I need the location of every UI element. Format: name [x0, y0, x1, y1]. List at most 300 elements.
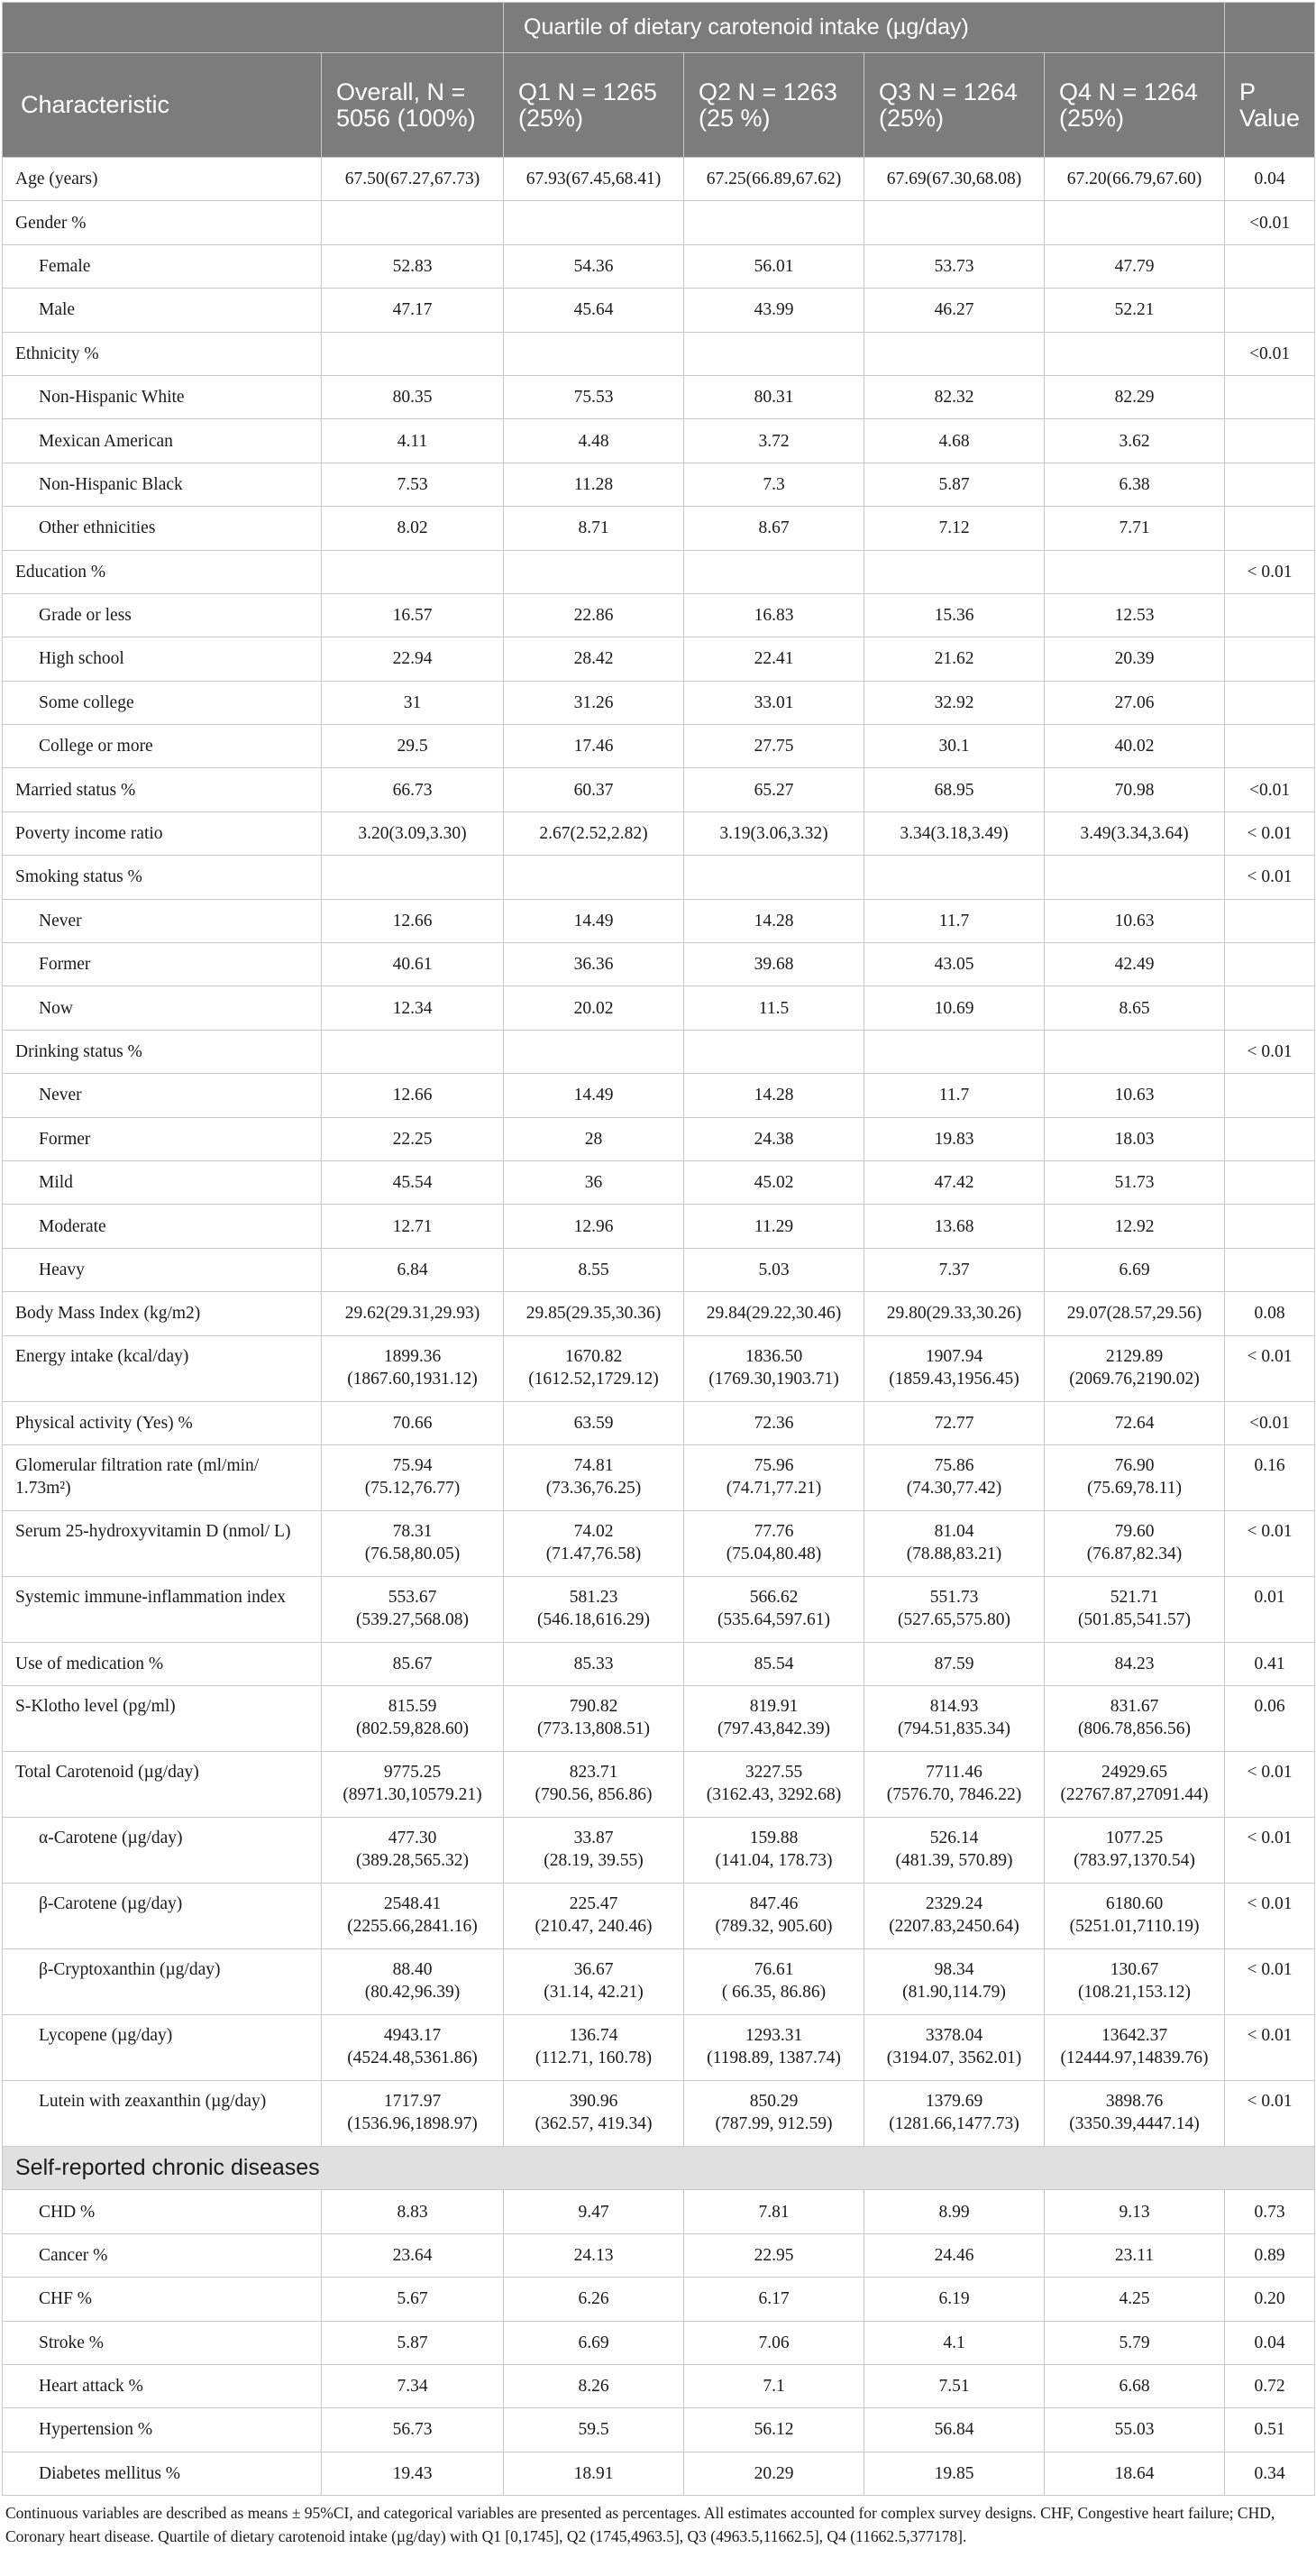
cell-q3: 4.68 — [864, 419, 1045, 463]
row-label: Gender % — [3, 201, 322, 244]
cell-q2: 75.96 (74.71,77.21) — [684, 1444, 864, 1510]
cell-p-value: < 0.01 — [1225, 1030, 1315, 1073]
cell-q4: 6.68 — [1045, 2364, 1225, 2407]
cell-overall: 75.94 (75.12,76.77) — [322, 1444, 504, 1510]
cell-p-value: < 0.01 — [1225, 811, 1315, 855]
cell-p-value: 0.04 — [1225, 158, 1315, 201]
cell-q1: 29.85(29.35,30.36) — [504, 1292, 684, 1335]
cell-q1: 225.47 (210.47, 240.46) — [504, 1884, 684, 1949]
cell-p-value: < 0.01 — [1225, 1752, 1315, 1818]
cell-q1: 85.33 — [504, 1642, 684, 1685]
table-row — [3, 856, 1315, 899]
row-label: Non-Hispanic White — [3, 375, 322, 418]
cell-q2: 76.61 ( 66.35, 86.86) — [684, 1949, 864, 2015]
table-row — [3, 1642, 1315, 1685]
table-row — [3, 463, 1315, 506]
row-label: Heart attack % — [3, 2364, 322, 2407]
row-label: CHD % — [3, 2190, 322, 2233]
cell-p-value: < 0.01 — [1225, 1884, 1315, 1949]
cell-q2: 847.46 (789.32, 905.60) — [684, 1884, 864, 1949]
row-label: Smoking status % — [3, 856, 322, 899]
cell-overall: 88.40 (80.42,96.39) — [322, 1949, 504, 2015]
table-row — [3, 1752, 1315, 1818]
cell-q1: 9.47 — [504, 2190, 684, 2233]
cell-q4: 82.29 — [1045, 375, 1225, 418]
cell-p-value: 0.04 — [1225, 2321, 1315, 2364]
cell-q2: 20.29 — [684, 2452, 864, 2495]
table-row — [3, 593, 1315, 637]
cell-q3: 56.84 — [864, 2408, 1045, 2452]
cell-p-value — [1225, 637, 1315, 681]
cell-q1: 67.93(67.45,68.41) — [504, 158, 684, 201]
cell-q3: 7.51 — [864, 2364, 1045, 2407]
cell-overall: 5.67 — [322, 2278, 504, 2321]
cell-q4: 12.92 — [1045, 1205, 1225, 1248]
table-row — [3, 550, 1315, 593]
cell-q1: 6.26 — [504, 2278, 684, 2321]
row-label: Age (years) — [3, 158, 322, 201]
cell-q2: 7.1 — [684, 2364, 864, 2407]
cell-q1: 17.46 — [504, 725, 684, 768]
cell-p-value — [1225, 1074, 1315, 1117]
cell-q1: 74.81 (73.36,76.25) — [504, 1444, 684, 1510]
cell-q1: 18.91 — [504, 2452, 684, 2495]
cell-q1: 28.42 — [504, 637, 684, 681]
table-row — [3, 2452, 1315, 2495]
cell-p-value: < 0.01 — [1225, 2081, 1315, 2147]
cell-p-value: <0.01 — [1225, 1401, 1315, 1444]
cell-p-value: 0.73 — [1225, 2190, 1315, 2233]
table-row — [3, 1949, 1315, 2015]
row-label: Stroke % — [3, 2321, 322, 2364]
cell-overall: 815.59 (802.59,828.60) — [322, 1686, 504, 1752]
cell-overall: 85.67 — [322, 1642, 504, 1685]
row-label: Former — [3, 1117, 322, 1160]
cell-q2: 14.28 — [684, 1074, 864, 1117]
cell-q4: 76.90 (75.69,78.11) — [1045, 1444, 1225, 1510]
cell-q3: 24.46 — [864, 2233, 1045, 2277]
cell-q4 — [1045, 856, 1225, 899]
cell-q2: 67.25(66.89,67.62) — [684, 158, 864, 201]
row-label: Lycopene (µg/day) — [3, 2015, 322, 2081]
cell-q1: 31.26 — [504, 681, 684, 724]
cell-q1: 14.49 — [504, 899, 684, 942]
cell-p-value: < 0.01 — [1225, 1335, 1315, 1401]
quartile-group-title: Quartile of dietary carotenoid intake (µg/day) — [504, 3, 1225, 53]
cell-q4: 20.39 — [1045, 637, 1225, 681]
cell-q3: 526.14 (481.39, 570.89) — [864, 1818, 1045, 1884]
row-label: Female — [3, 244, 322, 288]
cell-p-value — [1225, 681, 1315, 724]
cell-q2: 7.81 — [684, 2190, 864, 2233]
cell-q4: 4.25 — [1045, 2278, 1225, 2321]
cell-q4 — [1045, 550, 1225, 593]
cell-p-value: <0.01 — [1225, 332, 1315, 375]
cell-p-value — [1225, 593, 1315, 637]
cell-overall: 70.66 — [322, 1401, 504, 1444]
table-row — [3, 2081, 1315, 2147]
cell-p-value: 0.89 — [1225, 2233, 1315, 2277]
cell-overall: 8.02 — [322, 507, 504, 550]
table-row — [3, 1335, 1315, 1401]
cell-q1: 6.69 — [504, 2321, 684, 2364]
cell-q3: 15.36 — [864, 593, 1045, 637]
cell-q4: 6.69 — [1045, 1248, 1225, 1291]
cell-q1: 8.71 — [504, 507, 684, 550]
cell-q3: 43.05 — [864, 943, 1045, 986]
cell-q4: 1077.25 (783.97,1370.54) — [1045, 1818, 1225, 1884]
cell-p-value: < 0.01 — [1225, 550, 1315, 593]
column-header-overall: Overall, N = 5056 (100%) — [322, 53, 504, 158]
cell-q3: 814.93 (794.51,835.34) — [864, 1686, 1045, 1752]
row-label: Systemic immune-inflammation index — [3, 1576, 322, 1642]
cell-overall: 7.34 — [322, 2364, 504, 2407]
cell-overall: 67.50(67.27,67.73) — [322, 158, 504, 201]
cell-overall: 1899.36 (1867.60,1931.12) — [322, 1335, 504, 1401]
table-row — [3, 2408, 1315, 2452]
cell-overall: 12.66 — [322, 1074, 504, 1117]
cell-q2: 29.84(29.22,30.46) — [684, 1292, 864, 1335]
cell-q4: 3.49(3.34,3.64) — [1045, 811, 1225, 855]
cell-q4: 29.07(28.57,29.56) — [1045, 1292, 1225, 1335]
cell-q2 — [684, 856, 864, 899]
cell-overall: 5.87 — [322, 2321, 504, 2364]
cell-q4: 8.65 — [1045, 986, 1225, 1030]
cell-q3: 19.85 — [864, 2452, 1045, 2495]
cell-q3: 21.62 — [864, 637, 1045, 681]
column-header-p-value: P Value — [1225, 53, 1315, 158]
cell-overall — [322, 332, 504, 375]
row-label: Mexican American — [3, 419, 322, 463]
cell-overall: 66.73 — [322, 768, 504, 811]
table-row — [3, 943, 1315, 986]
cell-p-value — [1225, 1248, 1315, 1291]
cell-overall: 31 — [322, 681, 504, 724]
cell-q3 — [864, 201, 1045, 244]
row-label: Mild — [3, 1160, 322, 1204]
cell-overall — [322, 1030, 504, 1073]
cell-overall: 7.53 — [322, 463, 504, 506]
cell-p-value: < 0.01 — [1225, 1949, 1315, 2015]
cell-q1: 11.28 — [504, 463, 684, 506]
row-label: Body Mass Index (kg/m2) — [3, 1292, 322, 1335]
row-label: CHF % — [3, 2278, 322, 2321]
cell-q1: 74.02 (71.47,76.58) — [504, 1510, 684, 1576]
cell-q3 — [864, 1030, 1045, 1073]
cell-q4: 9.13 — [1045, 2190, 1225, 2233]
row-label: β-Cryptoxanthin (µg/day) — [3, 1949, 322, 2015]
table-row — [3, 2233, 1315, 2277]
row-label: Energy intake (kcal/day) — [3, 1335, 322, 1401]
cell-q2: 819.91 (797.43,842.39) — [684, 1686, 864, 1752]
cell-q1: 28 — [504, 1117, 684, 1160]
cell-q2: 566.62 (535.64,597.61) — [684, 1576, 864, 1642]
table-row — [3, 2278, 1315, 2321]
cell-q4: 67.20(66.79,67.60) — [1045, 158, 1225, 201]
cell-q1: 1670.82 (1612.52,1729.12) — [504, 1335, 684, 1401]
cell-p-value — [1225, 419, 1315, 463]
table-footnote: Continuous variables are described as means ± 95%CI, and categorical variables are presented as percentages. All estimates accounted for complex survey designs. CHF, Congestive heart failure; CHD, Coronary heart disease. Quartile of dietary carotenoid intake (µg/day) with Q1 [0,1745], Q2 (1745,4963.5], Q3 (4963.5,11662.5], Q4 (11662.5,377178]. — [5, 2504, 1275, 2545]
cell-q3: 82.32 — [864, 375, 1045, 418]
cell-p-value: 0.16 — [1225, 1444, 1315, 1510]
cell-overall: 12.66 — [322, 899, 504, 942]
cell-p-value — [1225, 986, 1315, 1030]
cell-p-value — [1225, 463, 1315, 506]
cell-q3: 3378.04 (3194.07, 3562.01) — [864, 2015, 1045, 2081]
row-label: Married status % — [3, 768, 322, 811]
cell-q3 — [864, 332, 1045, 375]
cell-overall: 29.62(29.31,29.93) — [322, 1292, 504, 1335]
cell-p-value: 0.06 — [1225, 1686, 1315, 1752]
table-header — [3, 3, 1315, 158]
cell-overall: 45.54 — [322, 1160, 504, 1204]
row-label: Former — [3, 943, 322, 986]
cell-p-value: <0.01 — [1225, 768, 1315, 811]
cell-q4: 13642.37 (12444.97,14839.76) — [1045, 2015, 1225, 2081]
cell-q2 — [684, 201, 864, 244]
header-blank-left — [3, 3, 504, 53]
table-row — [3, 158, 1315, 201]
cell-q4: 6.38 — [1045, 463, 1225, 506]
cell-overall — [322, 201, 504, 244]
cell-q2: 45.02 — [684, 1160, 864, 1204]
table-row — [3, 2364, 1315, 2407]
cell-q3: 87.59 — [864, 1642, 1045, 1685]
cell-q2: 80.31 — [684, 375, 864, 418]
cell-q2: 77.76 (75.04,80.48) — [684, 1510, 864, 1576]
cell-q3: 7.37 — [864, 1248, 1045, 1291]
cell-overall: 22.25 — [322, 1117, 504, 1160]
cell-q2: 3.19(3.06,3.32) — [684, 811, 864, 855]
row-label: Some college — [3, 681, 322, 724]
cell-q4: 40.02 — [1045, 725, 1225, 768]
cell-q3: 98.34 (81.90,114.79) — [864, 1949, 1045, 2015]
cell-q1: 390.96 (362.57, 419.34) — [504, 2081, 684, 2147]
cell-q2: 7.06 — [684, 2321, 864, 2364]
column-header-q2: Q2 N = 1263 (25 %) — [684, 53, 864, 158]
cell-p-value — [1225, 899, 1315, 942]
cell-q1: 8.55 — [504, 1248, 684, 1291]
cell-overall: 80.35 — [322, 375, 504, 418]
cell-q1: 581.23 (546.18,616.29) — [504, 1576, 684, 1642]
row-label: Other ethnicities — [3, 507, 322, 550]
cell-q4: 521.71 (501.85,541.57) — [1045, 1576, 1225, 1642]
cell-q3: 11.7 — [864, 1074, 1045, 1117]
row-label: Non-Hispanic Black — [3, 463, 322, 506]
cell-overall: 4943.17 (4524.48,5361.86) — [322, 2015, 504, 2081]
row-label: Cancer % — [3, 2233, 322, 2277]
table-row — [3, 1401, 1315, 1444]
cell-q3: 30.1 — [864, 725, 1045, 768]
cell-q4: 84.23 — [1045, 1642, 1225, 1685]
row-label: Moderate — [3, 1205, 322, 1248]
cell-p-value: < 0.01 — [1225, 2015, 1315, 2081]
cell-q2: 56.12 — [684, 2408, 864, 2452]
table-row — [3, 681, 1315, 724]
cell-p-value — [1225, 289, 1315, 332]
column-header-q4: Q4 N = 1264 (25%) — [1045, 53, 1225, 158]
cell-overall: 22.94 — [322, 637, 504, 681]
cell-q1: 8.26 — [504, 2364, 684, 2407]
cell-q2: 11.5 — [684, 986, 864, 1030]
cell-overall: 16.57 — [322, 593, 504, 637]
cell-q2: 22.95 — [684, 2233, 864, 2277]
cell-overall: 8.83 — [322, 2190, 504, 2233]
cell-q4: 23.11 — [1045, 2233, 1225, 2277]
row-label: Male — [3, 289, 322, 332]
table-row — [3, 1030, 1315, 1073]
cell-p-value: 0.08 — [1225, 1292, 1315, 1335]
table-row — [3, 1292, 1315, 1335]
cell-q3: 75.86 (74.30,77.42) — [864, 1444, 1045, 1510]
table-row — [3, 2015, 1315, 2081]
row-label: College or more — [3, 725, 322, 768]
cell-overall: 52.83 — [322, 244, 504, 288]
cell-overall: 23.64 — [322, 2233, 504, 2277]
row-label: Never — [3, 899, 322, 942]
header-group-row — [3, 3, 1315, 53]
cell-overall: 553.67 (539.27,568.08) — [322, 1576, 504, 1642]
table-row — [3, 1884, 1315, 1949]
cell-q3: 8.99 — [864, 2190, 1045, 2233]
cell-q2: 7.3 — [684, 463, 864, 506]
cell-q1: 75.53 — [504, 375, 684, 418]
cell-q4: 2129.89 (2069.76,2190.02) — [1045, 1335, 1225, 1401]
cell-overall: 56.73 — [322, 2408, 504, 2452]
table-row — [3, 1074, 1315, 1117]
cell-q3: 81.04 (78.88,83.21) — [864, 1510, 1045, 1576]
cell-q3: 32.92 — [864, 681, 1045, 724]
row-label: α-Carotene (µg/day) — [3, 1818, 322, 1884]
cell-p-value — [1225, 507, 1315, 550]
cell-overall: 12.34 — [322, 986, 504, 1030]
table-row — [3, 2190, 1315, 2233]
cell-q3: 6.19 — [864, 2278, 1045, 2321]
cell-q1: 22.86 — [504, 593, 684, 637]
row-label: Total Carotenoid (µg/day) — [3, 1752, 322, 1818]
row-label: β-Carotene (µg/day) — [3, 1884, 322, 1949]
cell-overall: 6.84 — [322, 1248, 504, 1291]
row-label: Diabetes mellitus % — [3, 2452, 322, 2495]
cell-q4: 55.03 — [1045, 2408, 1225, 2452]
cell-q1: 24.13 — [504, 2233, 684, 2277]
cell-q1: 63.59 — [504, 1401, 684, 1444]
cell-q4: 70.98 — [1045, 768, 1225, 811]
cell-q1 — [504, 550, 684, 593]
cell-q4: 18.03 — [1045, 1117, 1225, 1160]
cell-q4: 5.79 — [1045, 2321, 1225, 2364]
cell-overall: 40.61 — [322, 943, 504, 986]
cell-q3: 67.69(67.30,68.08) — [864, 158, 1045, 201]
cell-q4: 3898.76 (3350.39,4447.14) — [1045, 2081, 1225, 2147]
cell-q3: 4.1 — [864, 2321, 1045, 2364]
cell-q2: 6.17 — [684, 2278, 864, 2321]
cell-q1 — [504, 201, 684, 244]
cell-q1: 136.74 (112.71, 160.78) — [504, 2015, 684, 2081]
cell-q3 — [864, 856, 1045, 899]
cell-q3: 2329.24 (2207.83,2450.64) — [864, 1884, 1045, 1949]
row-label: S-Klotho level (pg/ml) — [3, 1686, 322, 1752]
cell-q1: 790.82 (773.13,808.51) — [504, 1686, 684, 1752]
cell-q4: 47.79 — [1045, 244, 1225, 288]
cell-q2: 16.83 — [684, 593, 864, 637]
table-row — [3, 419, 1315, 463]
cell-q3: 53.73 — [864, 244, 1045, 288]
cell-q2: 72.36 — [684, 1401, 864, 1444]
cell-q1: 36.67 (31.14, 42.21) — [504, 1949, 684, 2015]
cell-p-value: 0.01 — [1225, 1576, 1315, 1642]
cell-q2: 56.01 — [684, 244, 864, 288]
cell-q1: 2.67(2.52,2.82) — [504, 811, 684, 855]
cell-q4: 51.73 — [1045, 1160, 1225, 1204]
row-label: Ethnicity % — [3, 332, 322, 375]
cell-q4: 18.64 — [1045, 2452, 1225, 2495]
cell-q4: 3.62 — [1045, 419, 1225, 463]
cell-q2 — [684, 1030, 864, 1073]
cell-q2 — [684, 332, 864, 375]
cell-q3: 10.69 — [864, 986, 1045, 1030]
cell-q3: 7.12 — [864, 507, 1045, 550]
table-row — [3, 1160, 1315, 1204]
cell-p-value — [1225, 1117, 1315, 1160]
cell-q4: 72.64 — [1045, 1401, 1225, 1444]
cell-q2: 22.41 — [684, 637, 864, 681]
cell-q4 — [1045, 332, 1225, 375]
cell-q2: 1836.50 (1769.30,1903.71) — [684, 1335, 864, 1401]
table-row — [3, 725, 1315, 768]
cell-q1 — [504, 1030, 684, 1073]
row-label: Physical activity (Yes) % — [3, 1401, 322, 1444]
table-row — [3, 507, 1315, 550]
column-header-characteristic: Characteristic — [3, 53, 322, 158]
cell-p-value — [1225, 1205, 1315, 1248]
row-label: High school — [3, 637, 322, 681]
cell-p-value: <0.01 — [1225, 201, 1315, 244]
cell-q2: 27.75 — [684, 725, 864, 768]
cell-q4: 52.21 — [1045, 289, 1225, 332]
cell-q1: 54.36 — [504, 244, 684, 288]
cell-q1: 14.49 — [504, 1074, 684, 1117]
row-label: Drinking status % — [3, 1030, 322, 1073]
cell-q3: 3.34(3.18,3.49) — [864, 811, 1045, 855]
cell-q1: 45.64 — [504, 289, 684, 332]
cell-p-value: 0.20 — [1225, 2278, 1315, 2321]
cell-q1: 60.37 — [504, 768, 684, 811]
cell-q1: 20.02 — [504, 986, 684, 1030]
cell-overall — [322, 856, 504, 899]
table-row — [3, 768, 1315, 811]
row-label: Poverty income ratio — [3, 811, 322, 855]
cell-q4: 130.67 (108.21,153.12) — [1045, 1949, 1225, 2015]
cell-p-value: 0.72 — [1225, 2364, 1315, 2407]
table-row — [3, 201, 1315, 244]
row-label: Never — [3, 1074, 322, 1117]
cell-p-value — [1225, 375, 1315, 418]
table-row — [3, 1686, 1315, 1752]
header-blank-right — [1225, 3, 1315, 53]
cell-q3: 1379.69 (1281.66,1477.73) — [864, 2081, 1045, 2147]
cell-q2: 5.03 — [684, 1248, 864, 1291]
row-label: Lutein with zeaxanthin (µg/day) — [3, 2081, 322, 2147]
header-column-row — [3, 53, 1315, 158]
table-row — [3, 1205, 1315, 1248]
cell-q4: 42.49 — [1045, 943, 1225, 986]
cell-q1: 33.87 (28.19, 39.55) — [504, 1818, 684, 1884]
cell-overall: 477.30 (389.28,565.32) — [322, 1818, 504, 1884]
cell-q3 — [864, 550, 1045, 593]
table-row — [3, 2321, 1315, 2364]
cell-q4: 27.06 — [1045, 681, 1225, 724]
